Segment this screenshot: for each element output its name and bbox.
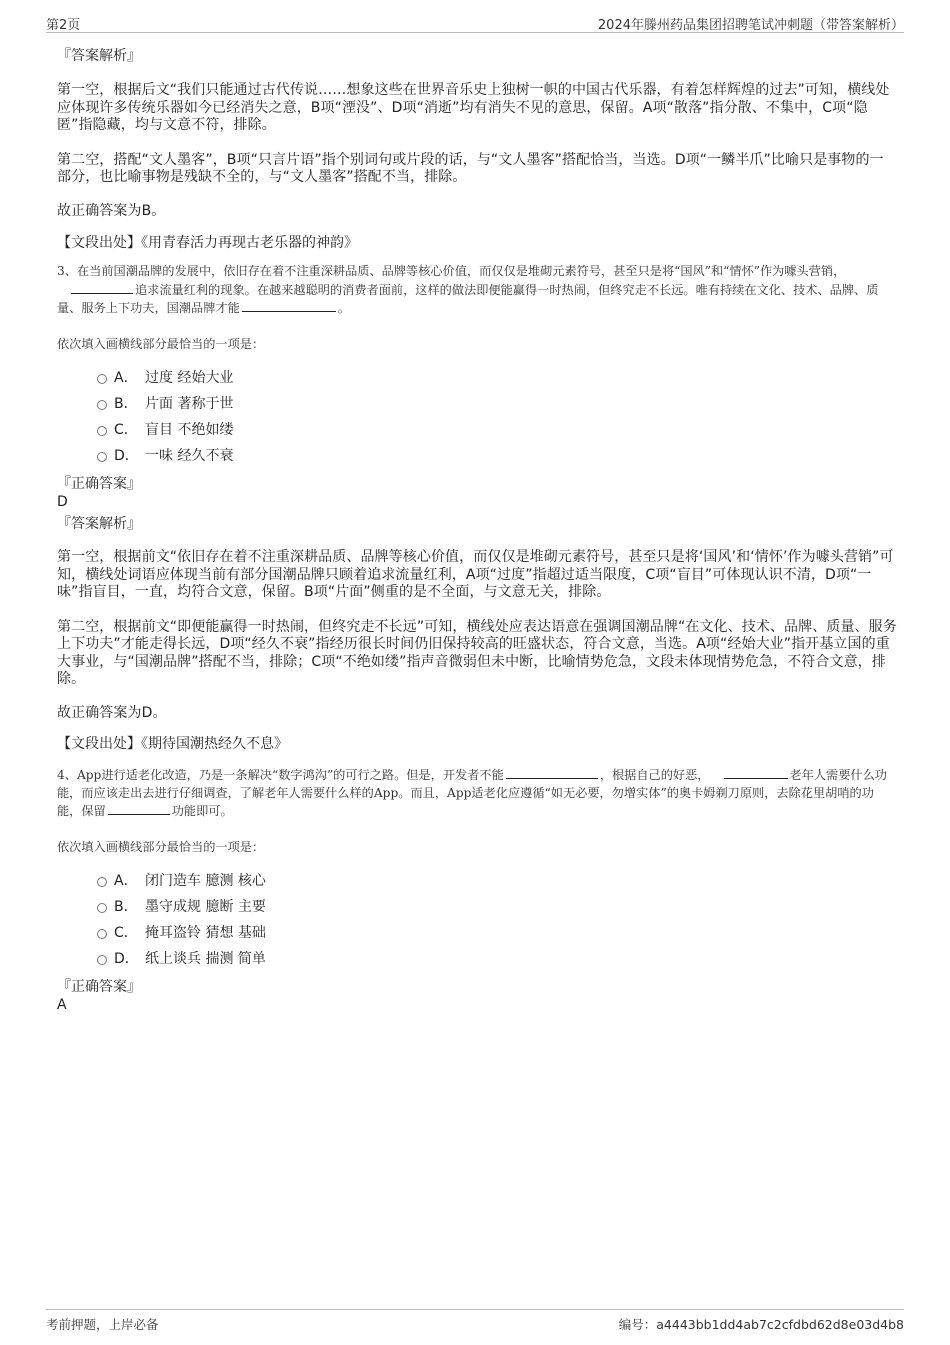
page-footer [46,1309,904,1332]
source-citation: 【文段出处】《期待国潮热经久不息》 [57,736,288,752]
question-instruction: 依次填入画横线部分最恰当的一项是： [57,336,265,351]
question-4-text: 4、App进行适老化改造，乃是一条解决“数字鸿沟”的可行之路。但是，开发者不能 ，根据自己的好恶， 老年人需要什么功能，而应该走出去进行仔细调查，了解老年人需要什么样的App。而且，App适老化应遵循“如无必要，勿增实体”的奥卡姆剃刀原则，去除花里胡哨的功能，保留 功能即可。 [57,768,887,818]
radio-icon[interactable] [97,374,107,384]
page-header [46,12,904,33]
analysis-paragraph: 第一空，根据前文“依旧存在着不注重深耕品质、品牌等核心价值，而仅仅是堆砌元素符号，甚至只是将‘国风’和‘情怀’作为噱头营销”可知，横线处词语应体现当前有部分国潮品牌只顾着追求流量红利，A项“过度”指超过适当限度，C项“盲目”可体现认识不清，D项“一味”指盲目，一直，均符合文意，保留。B项“片面”侧重的是不全面，与文意无关，排除。 [57,549,894,600]
analysis-label: 『答案解析』 [57,48,141,64]
option-c[interactable]: C． 掩耳盗铃 猜想 基础 [57,920,897,946]
correct-answer: D [57,494,68,510]
radio-icon[interactable] [97,955,107,965]
options-list [57,868,897,972]
correct-answer-label: 『正确答案』 [57,476,141,492]
analysis-label: 『答案解析』 [57,516,141,532]
answer-blank [242,299,336,312]
correct-answer: A [57,997,67,1013]
footer-slogan: 考前押题，上岸必备 [46,1317,159,1332]
radio-icon[interactable] [97,452,107,462]
option-d[interactable]: D． 一味 经久不衰 [57,443,897,469]
correct-answer-label: 『正确答案』 [57,979,141,995]
radio-icon[interactable] [97,400,107,410]
analysis-paragraph: 第二空，根据前文“即便能赢得一时热闹，但终究走不长远”可知，横线处应表达语意在强调国潮品牌“在文化、技术、品牌、质量、服务上下功夫”才能走得长远，D项“经久不衰”指经历很长时间仍旧保持较高的旺盛状态，符合文意，当选。A项“经始大业”指开基立国的重大事业，与“国潮品牌”搭配不当，排除；C项“不绝如缕”指声音微弱但未中断，比喻情势危急，文段未体现情势危急，不符合文意，排除。 [57,618,897,687]
radio-icon[interactable] [97,929,107,939]
option-a[interactable]: A． 过度 经始大业 [57,365,897,391]
document-title: 2024年滕州药品集团招聘笔试冲刺题（带答案解析） [597,18,904,33]
question-3-text: 3、在当前国潮品牌的发展中，依旧存在着不注重深耕品质、品牌等核心价值，而仅仅是堆砌元素符号，甚至只是将“国风”和“情怀”作为噱头营销，追求流量红利的现象。在越来越聪明的消费者面前，这样的做法即便能赢得一时热闹，但终究走不长远。唯有持续在文化、技术、品牌、质量、服务上下功夫，国潮品牌才能 。 [57,264,879,315]
source-citation: 【文段出处】《用青春活力再现古老乐器的神韵》 [57,235,358,251]
option-b[interactable]: B． 墨守成规 臆断 主要 [57,894,897,920]
document-content [57,47,897,1014]
analysis-paragraph: 第一空，根据后文“我们只能通过古代传说……想象这些在世界音乐史上独树一帜的中国古代乐器，有着怎样辉煌的过去”可知，横线处应体现许多传统乐器如今已经消失之意，B项“湮没”、D项“消逝”均有消失不见的意思，保留。A项“散落”指分散、不集中，C项“隐匿”指隐藏，均与文意不符，排除。 [57,82,890,133]
option-d[interactable]: D． 纸上谈兵 揣测 简单 [57,946,897,972]
document-id: 编号：a4443bb1dd4ab7c2cfdbd62d8e03d4b8 [618,1317,904,1332]
option-b[interactable]: B． 片面 著称于世 [57,391,897,417]
radio-icon[interactable] [97,903,107,913]
option-a[interactable]: A． 闭门造车 臆测 核心 [57,868,897,894]
answer-blank [108,802,170,815]
answer-blank [724,766,788,779]
conclusion-text: 故正确答案为D。 [57,704,167,721]
question-instruction: 依次填入画横线部分最恰当的一项是： [57,839,265,854]
option-c[interactable]: C． 盲目 不绝如缕 [57,417,897,443]
answer-blank [506,766,598,779]
answer-blank [71,281,133,294]
radio-icon[interactable] [97,877,107,887]
analysis-paragraph: 第二空，搭配“文人墨客”，B项“只言片语”指个别词句或片段的话，与“文人墨客”搭配恰当，当选。D项“一鳞半爪”比喻只是事物的一部分，也比喻事物是残缺不全的，与“文人墨客”搭配不当，排除。 [57,151,884,185]
options-list [57,365,897,469]
radio-icon[interactable] [97,426,107,436]
page-number: 第2页 [46,18,81,33]
conclusion-text: 故正确答案为B。 [57,202,166,219]
